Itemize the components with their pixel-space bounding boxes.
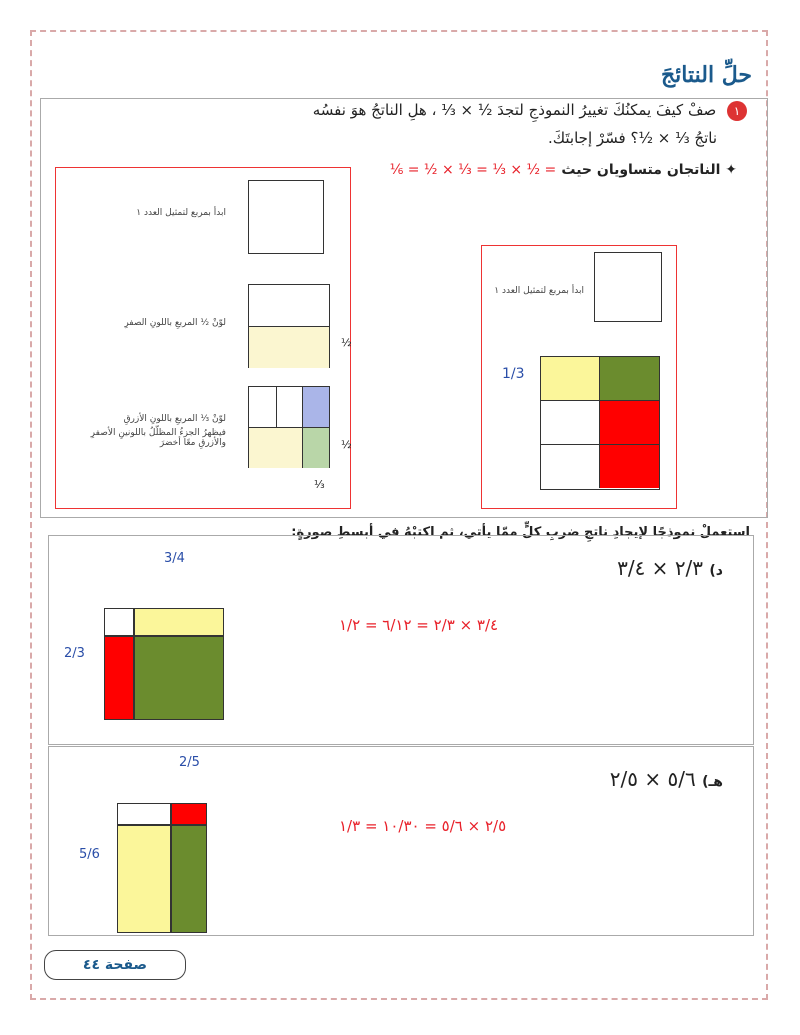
- half-label: ½: [341, 336, 352, 349]
- instruction: استعملْ نموذجًا لإيجادِ ناتجِ ضربِ كلٍّ ممّا يأتي، ثم اكتبْهُ في أبسطِ صورةٍ:: [291, 525, 750, 540]
- part-d-answer: ٣/٤ × ٢/٣ = ٦/١٢ = ١/٢: [339, 616, 499, 634]
- question-number: ١: [727, 101, 747, 121]
- part-d-problem: ٢/٣ × ٣/٤: [617, 556, 704, 580]
- caption-step-3b: فيظهرُ الجزءُ المظلّلُ باللونينِ الأصفرِ والأزرقِ معًا أخضرَ: [90, 428, 226, 448]
- part-d-side-frac: 2/3: [64, 646, 85, 661]
- caption-step-1: ابدأ بمربع لتمثيل العدد ١: [136, 208, 226, 218]
- right-figure: [481, 245, 677, 509]
- half-label-2: ½: [341, 438, 352, 451]
- question-1-box: [40, 98, 768, 518]
- part-h-box: [48, 746, 754, 936]
- part-h-grid: [117, 803, 207, 933]
- part-d-box: [48, 535, 754, 745]
- part-h-problem: ٥/٦ × ٢/٥: [609, 767, 696, 791]
- thirds-square: [248, 386, 330, 468]
- unit-square: [594, 252, 662, 322]
- part-d-grid: [104, 608, 224, 720]
- part-d-label: د): [709, 563, 723, 579]
- question-line-2: ناتجُ ⅓ × ½؟ فسّرْ إجابتَكَ.: [548, 129, 717, 147]
- half-square: [248, 284, 330, 368]
- caption-step-2: لوّنْ ½ المربعِ باللونِ الصفرِ: [124, 318, 226, 328]
- third-label: ⅓: [314, 478, 325, 491]
- right-caption: ابدأ بمربع لتمثيل العدد ١: [494, 286, 584, 296]
- right-frac-label: 1/3: [502, 366, 525, 382]
- answer-label: ✦ الناتجان متساويان حيث: [561, 162, 737, 178]
- caption-step-3a: لوّنْ ⅓ المربعِ باللونِ الأزرقِ: [123, 414, 226, 424]
- part-h-label: هـ): [702, 774, 723, 790]
- page-number-button[interactable]: صفحة ٤٤: [44, 950, 186, 980]
- part-h-top-frac: 2/5: [179, 755, 200, 770]
- part-h-answer: ٢/٥ × ٥/٦ = ١٠/٣٠ = ١/٣: [339, 817, 507, 835]
- answer-math: = ½ × ⅓ = ⅓ × ½ = ⅙: [389, 162, 557, 178]
- question-line-1: صفْ كيفَ يمكنُكَ تغييرُ النموذجِ لتجدَ ½ × ⅓ ، هلِ الناتجُ هوَ نفسُه: [312, 101, 717, 119]
- section-title: حلِّ النتائجَ: [660, 62, 752, 88]
- part-d-top-frac: 3/4: [164, 551, 185, 566]
- left-figure: [55, 167, 351, 509]
- model-grid: [540, 356, 660, 490]
- part-h-side-frac: 5/6: [79, 847, 100, 862]
- unit-square: [248, 180, 324, 254]
